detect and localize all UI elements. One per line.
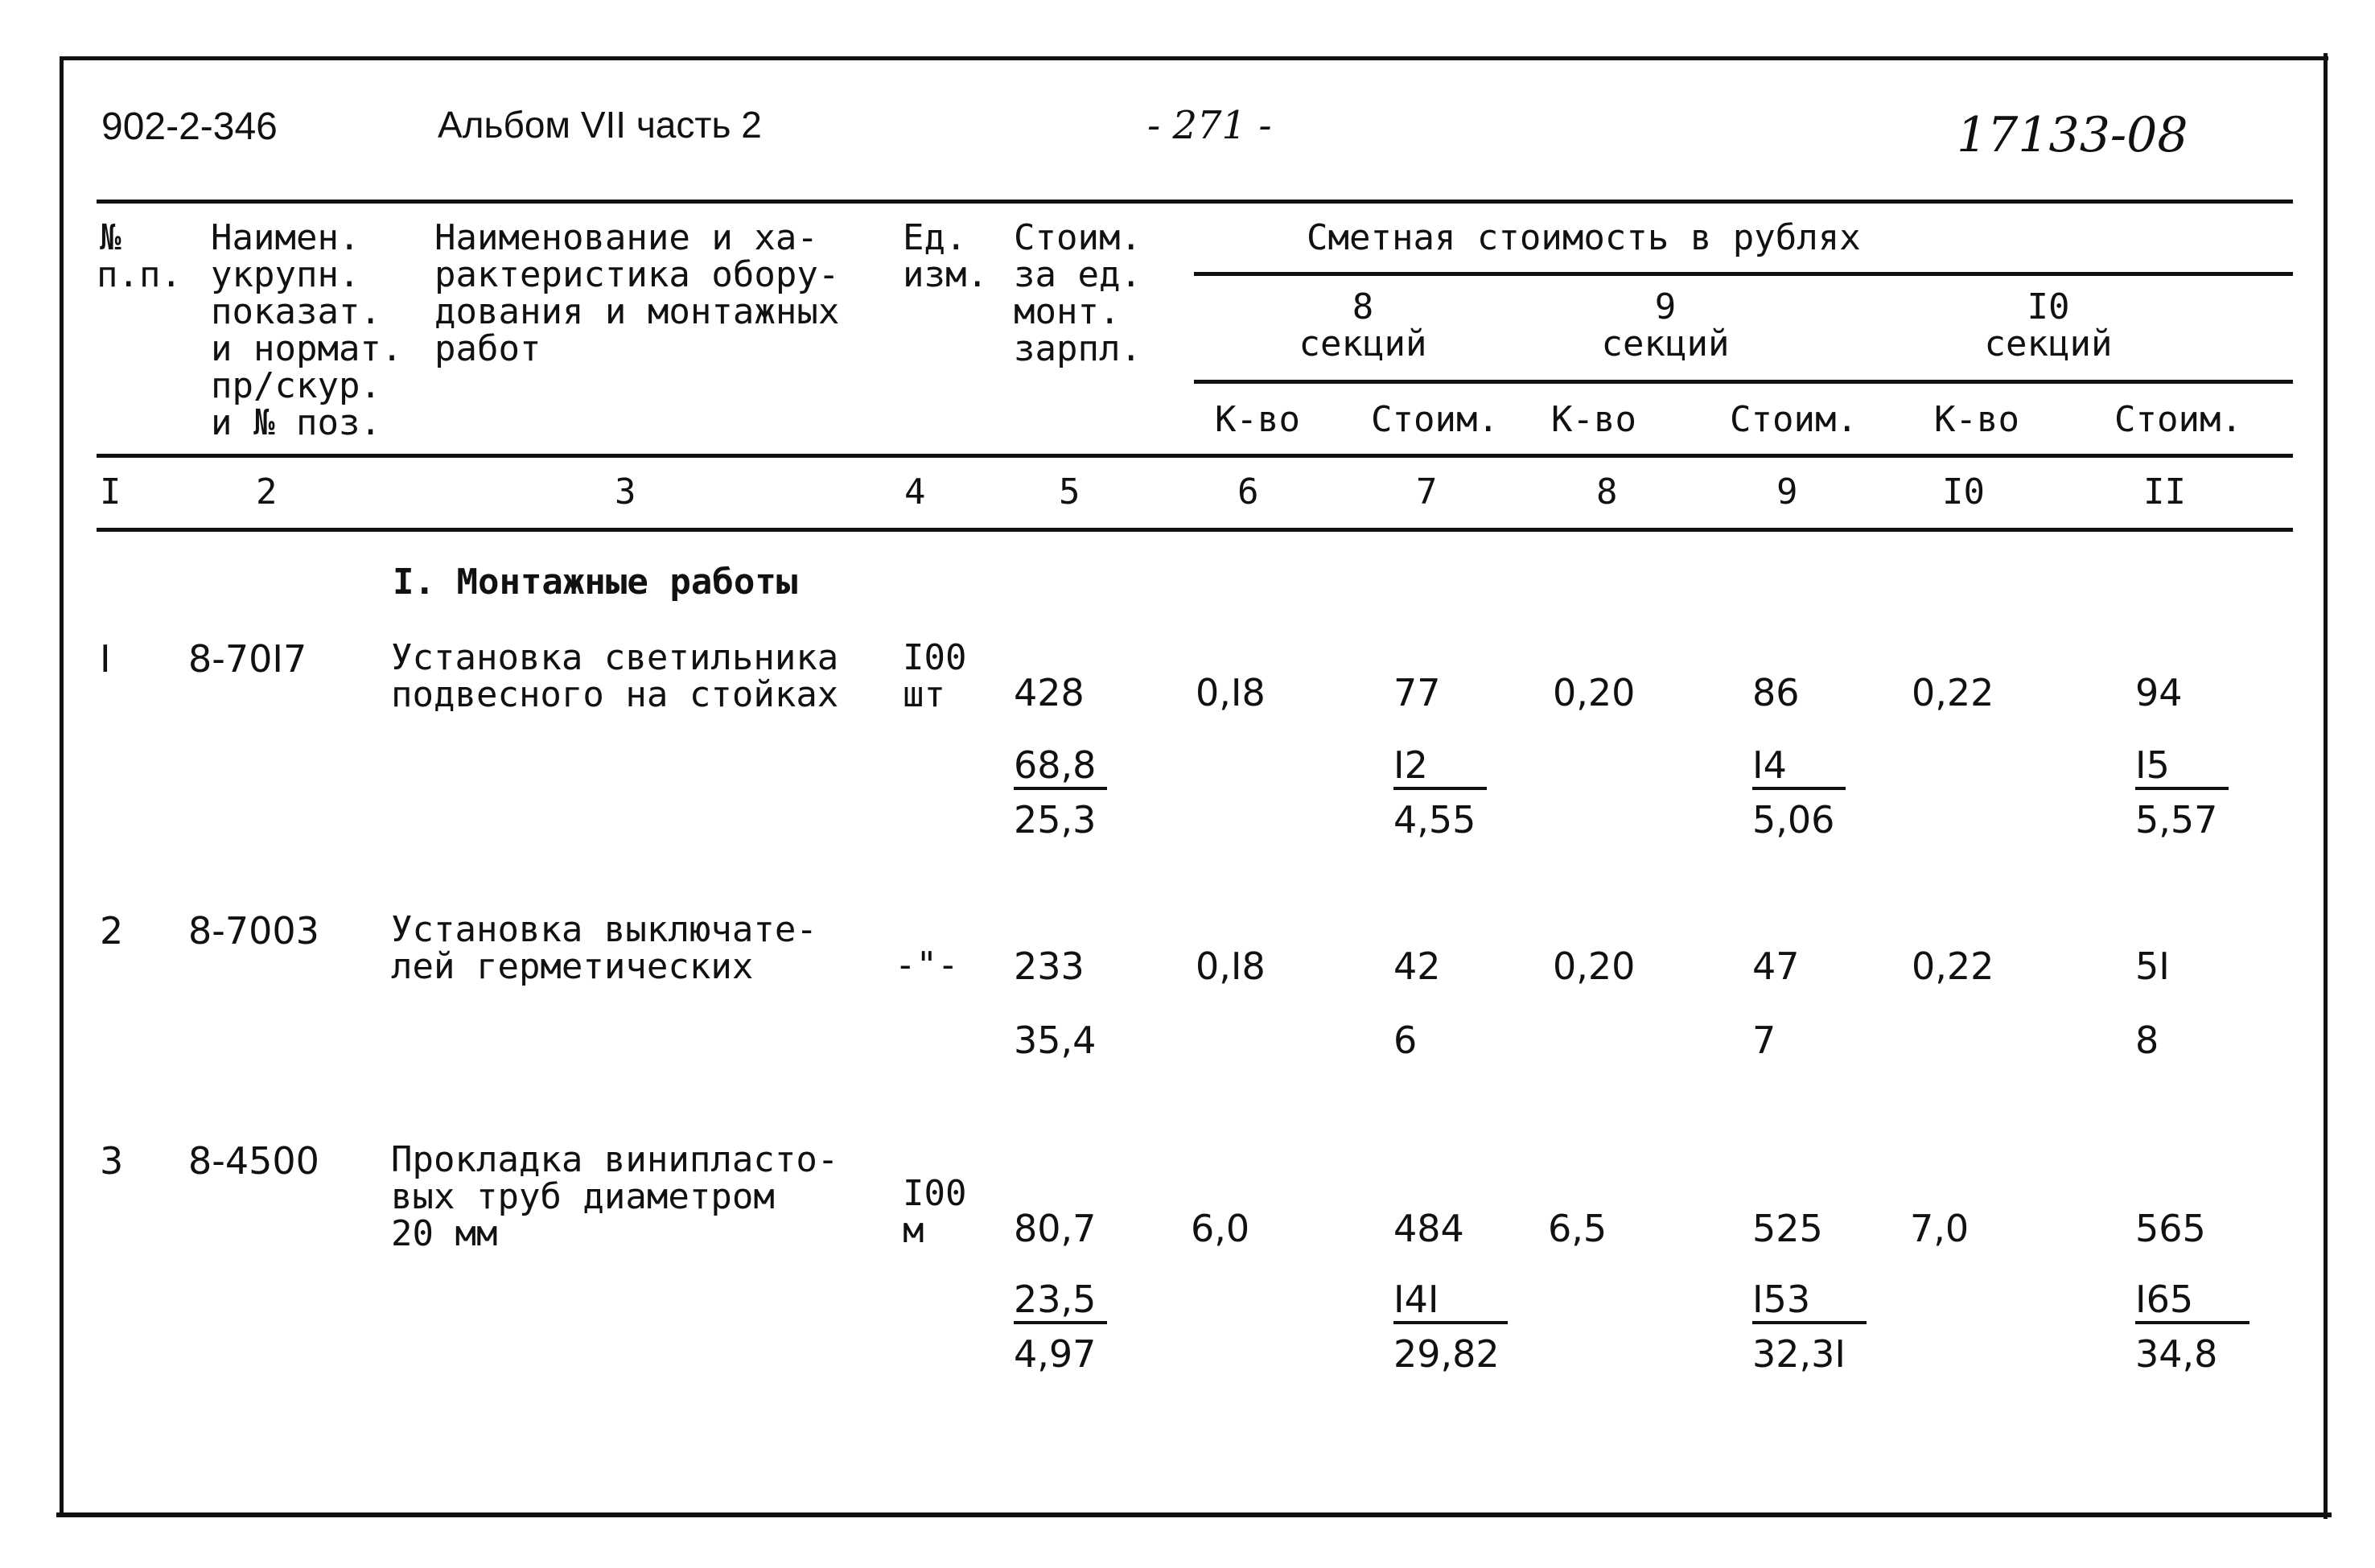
cost-9-extra: 32,3I <box>1752 1332 1846 1376</box>
header-col-2-line: пр/скур. <box>211 365 381 406</box>
project-code: 902-2-346 <box>101 105 278 148</box>
cost-8-wage: 6 <box>1393 1019 1418 1062</box>
cost-header-10: Стоим. <box>2114 399 2242 440</box>
cost-9-wage: I53 <box>1752 1278 1811 1321</box>
fraction-line <box>1393 787 1487 790</box>
group-9-number: 9 <box>1654 286 1677 327</box>
unit-cost-wage: 23,5 <box>1014 1278 1097 1321</box>
header-col-3-line: рактеристика обору- <box>434 254 840 295</box>
fraction-line <box>1393 1321 1508 1324</box>
cost-10-wage: I5 <box>2135 743 2170 787</box>
document-number: 17133-08 <box>1957 107 2188 163</box>
cost-8-wage: I4I <box>1393 1278 1439 1321</box>
qty-10: 0,22 <box>1912 945 1994 988</box>
fraction-line <box>1014 787 1107 790</box>
cost-10: 94 <box>2135 671 2183 714</box>
unit-line: -"- <box>895 945 959 986</box>
header-col-4-line: Ед. <box>903 217 967 258</box>
header-col-2-line: и нормат. <box>211 328 403 369</box>
item-name-line: Установка выключате- <box>391 909 817 950</box>
qty-9: 0,20 <box>1553 945 1636 988</box>
unit-line: I00 <box>903 637 967 678</box>
header-col-3-line: работ <box>434 328 541 369</box>
item-name-line: подвесного на стойках <box>391 674 839 715</box>
col-number: I <box>100 471 121 512</box>
qty-8: 6,0 <box>1191 1207 1250 1250</box>
fraction-line <box>2135 787 2229 790</box>
group-8-number: 8 <box>1352 286 1374 327</box>
header-col-4-line: изм. <box>903 254 988 295</box>
table-top-rule <box>97 200 2293 204</box>
group-rule <box>1194 272 2293 276</box>
qty-10: 0,22 <box>1912 671 1994 714</box>
group-10-number: I0 <box>2027 286 2070 327</box>
col-number: 9 <box>1776 471 1798 512</box>
unit-cost-extra: 4,97 <box>1014 1332 1097 1376</box>
qty-8: 0,I8 <box>1196 945 1266 988</box>
cost-10-wage: 8 <box>2135 1019 2159 1062</box>
page-frame-right <box>2324 53 2328 1519</box>
unit-cost-wage: 35,4 <box>1014 1019 1097 1062</box>
cost-9: 86 <box>1752 671 1800 714</box>
group-10-label: секций <box>1984 323 2113 364</box>
fraction-line <box>2135 1321 2249 1324</box>
cost-8-wage: I2 <box>1393 743 1428 787</box>
header-col-2-line: укрупн. <box>211 254 360 295</box>
qty-9: 0,20 <box>1553 671 1636 714</box>
group-9-label: секций <box>1601 323 1730 364</box>
norm-code: 8-70I7 <box>188 637 307 681</box>
norm-code: 8-4500 <box>188 1139 319 1183</box>
qty-9: 6,5 <box>1548 1207 1607 1250</box>
item-name-line: лей герметических <box>391 946 754 987</box>
col-number: 3 <box>615 471 636 512</box>
cost-10-wage: I65 <box>2135 1278 2194 1321</box>
col-number: 6 <box>1237 471 1259 512</box>
unit-line: I00 <box>903 1173 967 1214</box>
norm-code: 8-7003 <box>188 909 319 953</box>
fraction-line <box>1752 1321 1867 1324</box>
page-frame-top <box>60 56 2328 60</box>
row-number: 2 <box>100 909 124 953</box>
col-number: 7 <box>1416 471 1438 512</box>
unit-cost-extra: 25,3 <box>1014 798 1097 842</box>
cost-9-wage: I4 <box>1752 743 1787 787</box>
unit-cost-wage: 68,8 <box>1014 743 1097 787</box>
row-number: 3 <box>100 1139 124 1183</box>
cost-9-wage: 7 <box>1752 1019 1776 1062</box>
page-frame-left <box>60 56 64 1517</box>
cost-header-9: Стоим. <box>1730 399 1858 440</box>
qty-header-9: К-во <box>1551 399 1636 440</box>
item-name-line: 20 мм <box>391 1213 498 1254</box>
item-name-line: Установка светильника <box>391 637 839 678</box>
cost-8-extra: 29,82 <box>1393 1332 1500 1376</box>
unit-cost-value: 80,7 <box>1014 1207 1097 1250</box>
fraction-line <box>1752 787 1846 790</box>
item-name-line: Прокладка винипласто- <box>391 1139 839 1180</box>
cost-8: 484 <box>1393 1207 1464 1250</box>
group-8-label: секций <box>1299 323 1427 364</box>
header-col-2-line: показат. <box>211 291 381 332</box>
header-col-5-line: зарпл. <box>1014 328 1142 369</box>
unit-line: шт <box>903 674 945 715</box>
section-title: I. Монтажные работы <box>393 562 798 603</box>
header-col-5-line: монт. <box>1014 291 1121 332</box>
col-number: 5 <box>1059 471 1080 512</box>
header-col-3-line: Наименование и ха- <box>434 217 818 258</box>
unit-line: м <box>903 1210 924 1251</box>
subgroup-rule <box>1194 380 2293 384</box>
column-numbers-rule <box>97 528 2293 532</box>
cost-10-extra: 34,8 <box>2135 1332 2218 1376</box>
unit-cost-value: 428 <box>1014 671 1085 714</box>
header-col-5-line: Стоим. <box>1014 217 1142 258</box>
header-col-5-line: за ед. <box>1014 254 1142 295</box>
cost-10: 5I <box>2135 945 2170 988</box>
page-number: - 271 - <box>1147 103 1272 148</box>
page-frame-bottom <box>56 1512 2332 1517</box>
header-col-1-line: п.п. <box>97 254 182 295</box>
header-col-1-line: № <box>100 217 121 258</box>
qty-10: 7,0 <box>1910 1207 1970 1250</box>
album-title: Альбом VII часть 2 <box>438 104 762 146</box>
qty-header-10: К-во <box>1934 399 2019 440</box>
cost-9-extra: 5,06 <box>1752 798 1835 842</box>
header-col-2-line: Наимен. <box>211 217 360 258</box>
fraction-line <box>1014 1321 1107 1324</box>
cost-8-extra: 4,55 <box>1393 798 1476 842</box>
header-col-2-line: и № поз. <box>211 402 381 443</box>
item-name-line: вых труб диаметром <box>391 1176 775 1217</box>
cost-8: 77 <box>1393 671 1441 714</box>
unit-cost-value: 233 <box>1014 945 1085 988</box>
header-col-3-line: дования и монтажных <box>434 291 840 332</box>
row-number: I <box>100 637 111 681</box>
col-number: 2 <box>256 471 278 512</box>
cost-8: 42 <box>1393 945 1441 988</box>
cost-9: 47 <box>1752 945 1800 988</box>
qty-header-8: К-во <box>1215 399 1300 440</box>
col-number: II <box>2143 471 2186 512</box>
qty-8: 0,I8 <box>1196 671 1266 714</box>
cost-10-extra: 5,57 <box>2135 798 2218 842</box>
col-number: 8 <box>1596 471 1618 512</box>
header-bottom-rule <box>97 454 2293 458</box>
cost-9: 525 <box>1752 1207 1823 1250</box>
col-number: 4 <box>904 471 926 512</box>
col-number: I0 <box>1942 471 1985 512</box>
cost-header-8: Стоим. <box>1371 399 1499 440</box>
estimate-group-title: Сметная стоимость в рублях <box>1307 217 1861 258</box>
cost-10: 565 <box>2135 1207 2206 1250</box>
